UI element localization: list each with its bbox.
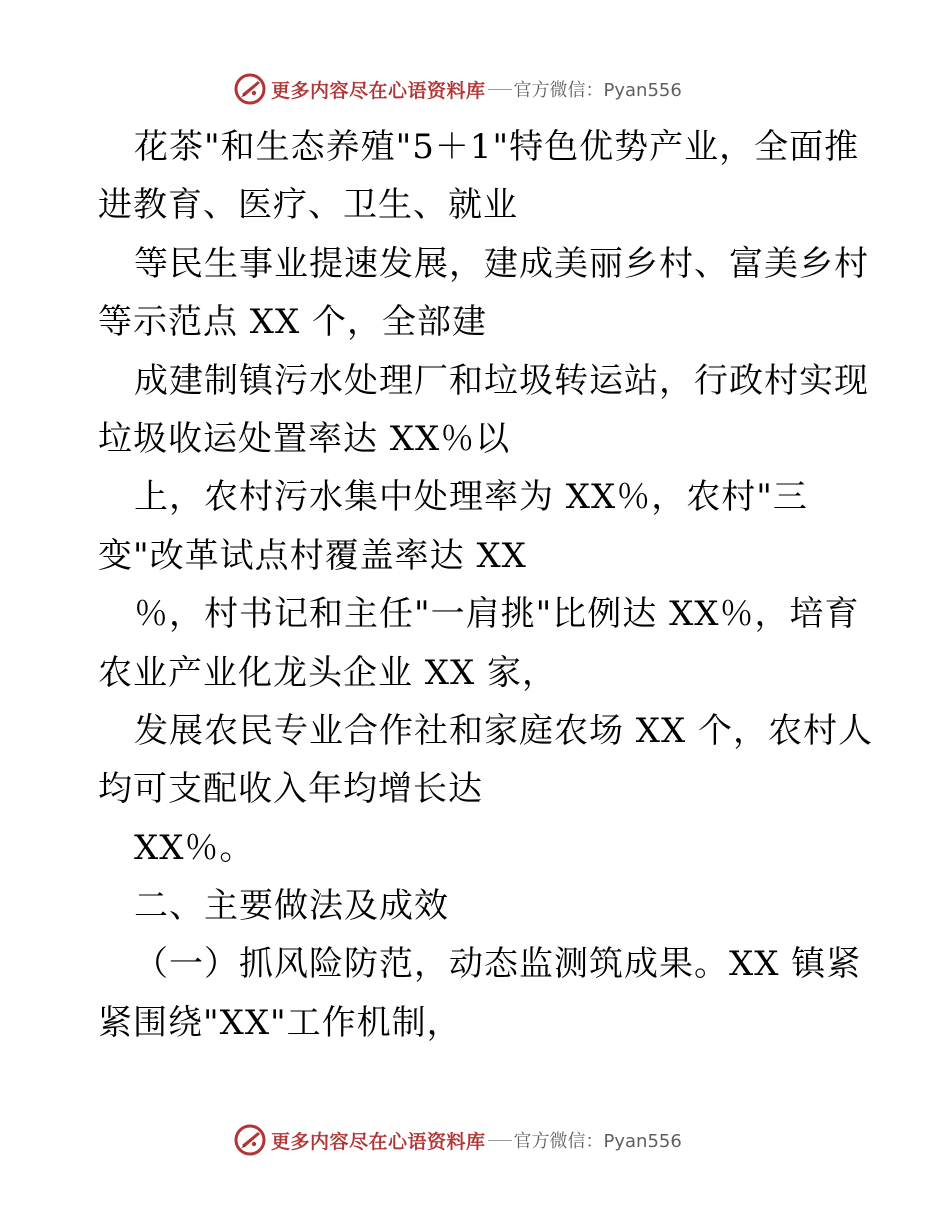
text-line: 成建制镇污水处理厂和垃圾转运站，行政村实现: [134, 360, 869, 401]
watermark-contact: 官方微信：Pyan556: [513, 80, 682, 101]
text-line: 上，农村污水集中处理率为 XX％，农村"三: [134, 477, 808, 518]
text-line: 发展农民专业合作社和家庭农场 XX 个，农村人: [134, 710, 874, 751]
text-line: 变"改革试点村覆盖率达 XX: [98, 535, 527, 576]
section-heading: 二、主要做法及成效: [134, 886, 449, 927]
watermark-header: [233, 72, 682, 106]
watermark-footer: [233, 1123, 682, 1157]
logo-icon: [233, 72, 267, 106]
text-line: 垃圾收运处置率达 XX％以: [98, 418, 511, 459]
watermark-contact: 官方微信：Pyan556: [513, 1131, 682, 1152]
text-line: （一）抓风险防范，动态监测筑成果。XX 镇紧: [134, 944, 862, 985]
logo-icon: [233, 1123, 267, 1157]
text-line: 等民生事业提速发展，建成美丽乡村、富美乡村: [134, 243, 869, 284]
watermark-brand: 更多内容尽在心语资料库: [271, 79, 486, 102]
watermark-dash: [488, 89, 512, 90]
text-line: 进教育、医疗、卫生、就业: [98, 185, 518, 226]
text-line: XX％。: [134, 827, 255, 868]
document-body: [98, 118, 878, 1052]
text-line: 农业产业化龙头企业 XX 家，: [98, 652, 558, 693]
text-line: 均可支配收入年均增长达: [98, 769, 483, 810]
text-line: 花茶"和生态养殖"5＋1"特色优势产业，全面推: [134, 127, 860, 167]
text-line: 紧围绕"XX"工作机制，: [98, 1002, 462, 1043]
text-line: ％，村书记和主任"一肩挑"比例达 XX％，培育: [134, 594, 860, 635]
watermark-dash: [488, 1140, 512, 1141]
text-line: 等示范点 XX 个，全部建: [98, 302, 488, 343]
watermark-brand: 更多内容尽在心语资料库: [271, 1130, 486, 1153]
